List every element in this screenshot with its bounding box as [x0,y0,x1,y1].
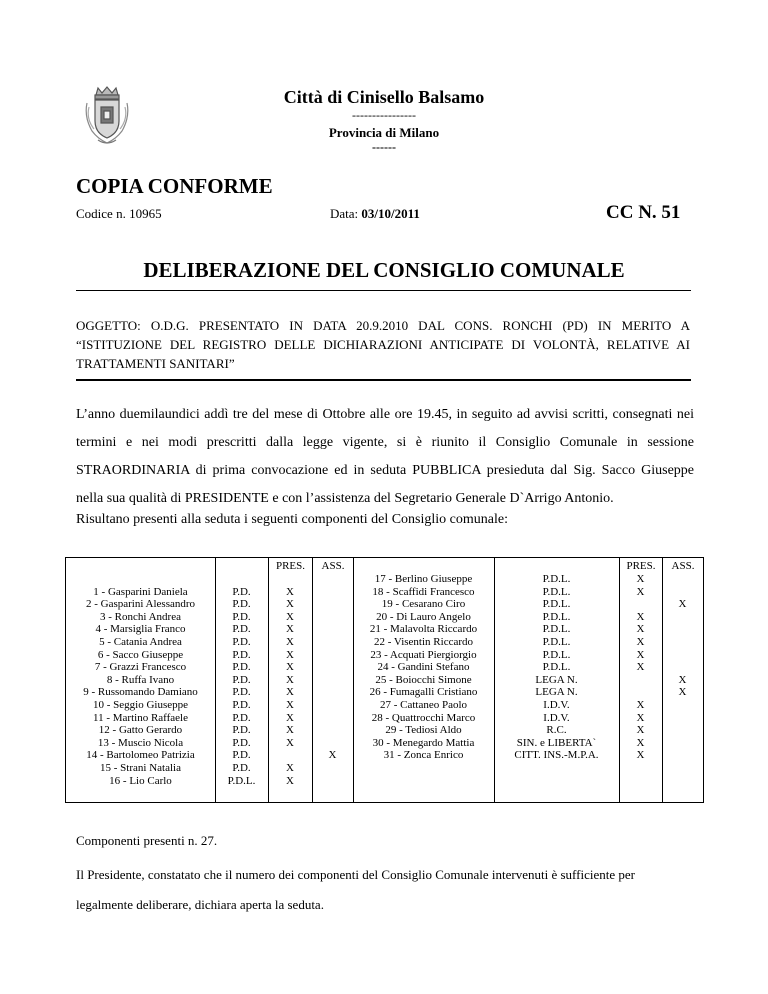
present-mark: X [286,598,294,611]
present-mark: X [286,636,294,648]
member-party: P.D. [232,673,251,686]
member-party: P.D. [232,686,251,699]
ass-header: ASS. [321,560,345,572]
member-name: 6 - Sacco Giuseppe [97,648,184,661]
present-mark: X [286,661,294,674]
member-name: 18 - Scaffidi Francesco [372,585,475,598]
member-name: 24 - Gandini Stefano [377,661,470,674]
present-mark: X [636,573,645,585]
present-mark: X [286,585,294,598]
member-party: SIN. e LIBERTA` [516,736,597,749]
ass-header: ASS. [671,560,695,572]
present-mark: X [636,736,645,749]
pres-header: PRES. [275,560,306,572]
member-party: P.D.L. [542,610,571,623]
attendance-table [65,557,704,803]
present-mark: X [286,711,294,724]
present-mark: X [286,686,294,699]
city-name: Città di Cinisello Balsamo [283,87,485,107]
members-present-count: Componenti presenti n. 27. [76,833,218,848]
present-mark: X [286,724,294,737]
member-party: P.D. [232,623,251,636]
member-name: 10 - Seggio Giuseppe [92,699,188,711]
deliberation-heading: DELIBERAZIONE DEL CONSIGLIO COMUNALE [143,258,625,282]
date-value: 03/10/2011 [361,206,420,221]
president-statement: Il Presidente, constatato che il numero dei componenti del Consiglio Comunale intervenuti è sufficiente per legalmente deliberare, dichiara aperta la seduta. [76,867,635,912]
member-party: P.D.L. [542,585,571,598]
header-separator: ---------------- [352,108,416,122]
member-party: P.D. [232,762,251,774]
document-title: COPIA CONFORME [76,174,273,198]
member-name: 4 - Marsiglia Franco [95,623,186,636]
member-party: P.D. [232,749,251,762]
member-name: 12 - Gatto Gerardo [98,724,183,737]
member-party: LEGA N. [535,686,578,699]
present-mark: X [286,673,294,686]
member-name: 22 - Visentin Riccardo [373,636,474,648]
member-party: P.D. [232,585,251,598]
member-party: P.D. [232,598,251,611]
member-name: 9 - Russomando Damiano [83,686,198,699]
member-party: P.D.L. [542,598,571,611]
member-name: 11 - Martino Raffaele [93,711,188,724]
header-separator-2: ------ [372,140,396,154]
member-party: P.D. [232,648,251,661]
member-party: R.C. [546,724,567,737]
cc-number: CC N. 51 [606,202,681,223]
pres-header: PRES. [626,560,656,572]
member-party: P.D.L. [542,648,571,661]
absent-mark: X [328,749,337,762]
present-mark: X [286,774,294,787]
date-label: Data: [330,206,362,221]
member-party: P.D.L. [542,636,571,648]
member-name: 5 - Catania Andrea [99,636,182,648]
divider-thick [76,379,691,381]
present-mark: X [286,610,294,623]
attendance-intro: Risultano presenti alla seduta i seguenti componenti del Consiglio comunale: [76,512,508,527]
member-party: I.D.V. [543,711,570,724]
member-party: I.D.V. [543,699,570,711]
member-name: 21 - Malavolta Riccardo [369,623,478,636]
province-name: Provincia di Milano [328,125,440,140]
document-date [330,206,420,222]
present-mark: X [636,711,645,724]
absent-mark: X [678,686,687,699]
member-party: P.D. [232,736,251,749]
member-party: P.D.L. [227,774,256,787]
present-mark: X [636,724,645,737]
member-party: P.D.L. [542,623,571,636]
absent-mark: X [678,598,687,611]
member-name: 20 - Di Lauro Angelo [376,610,471,623]
present-mark: X [286,736,294,749]
member-name: 7 - Grazzi Francesco [94,661,187,674]
member-name: 19 - Cesarano Ciro [381,598,466,611]
member-party: P.D. [232,699,251,711]
present-mark: X [636,648,645,661]
member-name: 31 - Zonca Enrico [383,749,464,762]
member-party: P.D. [232,610,251,623]
member-party: LEGA N. [535,673,578,686]
member-name: 30 - Menegardo Mattia [372,736,475,749]
member-name: 2 - Gasparini Alessandro [85,598,196,611]
present-mark: X [286,699,294,711]
member-name: 16 - Lio Carlo [109,774,172,787]
present-mark: X [636,585,645,598]
divider [76,290,691,291]
member-name: 29 - Tediosi Aldo [385,724,462,737]
present-mark: X [286,762,294,774]
member-party: P.D. [232,711,251,724]
member-name: 26 - Fumagalli Cristiano [369,686,478,699]
present-mark: X [636,623,645,636]
member-name: 8 - Ruffa Ivano [106,673,175,686]
member-party: P.D. [232,661,251,674]
column-divider [312,558,313,802]
member-party: P.D. [232,636,251,648]
member-name: 25 - Boiocchi Simone [375,673,472,686]
present-mark: X [636,749,645,762]
subject-paragraph: OGGETTO: O.D.G. PRESENTATO IN DATA 20.9.2010 DAL CONS. RONCHI (PD) IN MERITO A “ISTITUZIONE DEL REGISTRO DELLE DICHIARAZIONI ANTICIPATE DI VOLONTÀ, RELATIVE AI TRATTAMENTI SANITARI” [76,318,690,371]
member-name: 27 - Cattaneo Paolo [379,699,468,711]
member-party: P.D.L. [542,573,571,585]
document-code: Codice n. 10965 [76,206,162,221]
present-mark: X [636,636,645,648]
present-mark: X [286,623,294,636]
member-name: 28 - Quattrocchi Marco [371,711,476,724]
member-party: CITT. INS.-M.P.A. [514,749,599,762]
present-mark: X [286,648,294,661]
member-name: 15 - Strani Natalia [100,762,181,774]
present-mark: X [636,610,645,623]
member-name: 14 - Bartolomeo Patrizia [86,749,195,762]
member-name: 3 - Ronchi Andrea [100,610,181,623]
absent-mark: X [678,673,687,686]
member-party: P.D. [232,724,251,737]
member-name: 17 - Berlino Giuseppe [374,573,473,585]
member-name: 13 - Muscio Nicola [97,736,184,749]
member-party: P.D.L. [542,661,571,674]
present-mark: X [636,699,645,711]
member-name: 1 - Gasparini Daniela [93,585,188,598]
member-name: 23 - Acquati Piergiorgio [370,648,477,661]
present-mark: X [636,661,645,674]
intro-paragraph: L’anno duemilaundici addì tre del mese di Ottobre alle ore 19.45, in seguito ad avvisi scritti, consegnati nei termini e nei modi prescritti dalla legge vigente, si è riunito il Consiglio Comunale in sessione STRAORDINARIA di prima convocazione ed in seduta PUBBLICA presieduta dal Sig. Sacco Giuseppe nella sua qualità di PRESIDENTE e con l’assistenza del Segretario Generale D`Arrigo Antonio. [76,407,694,506]
